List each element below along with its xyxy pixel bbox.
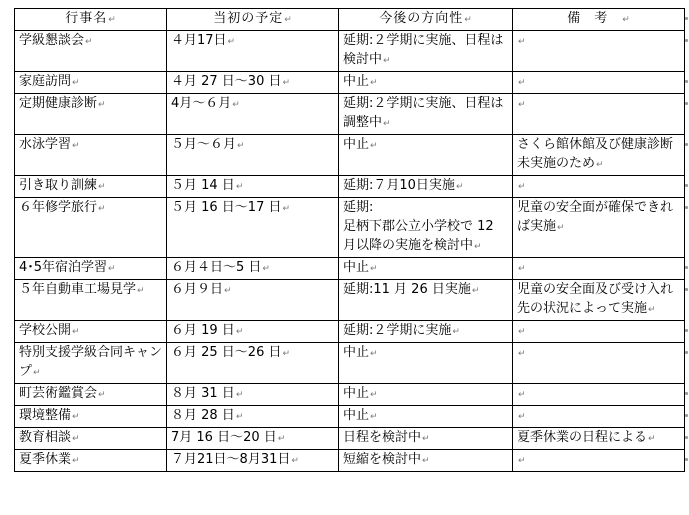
cell-text: 中止: [343, 137, 370, 152]
row-end-mark: [685, 143, 688, 146]
cell-text: 日程を検討中: [343, 430, 422, 445]
cell-text: 中止: [343, 386, 370, 401]
table-row: [15, 321, 685, 343]
table-row: [15, 258, 685, 280]
cell-text: 環境整備: [19, 408, 72, 423]
cell-original-plan: ７月21日～8月31日↵: [167, 450, 339, 472]
cell-text: ５年自動車工場見学: [19, 282, 137, 297]
header-future-direction: 今後の方向性↵: [339, 9, 513, 31]
cell-original-plan: ４月17日↵: [167, 31, 339, 72]
cell-remarks: さくら館休館及び健康診断未実施のため↵: [513, 135, 685, 176]
cell-text: ６年修学旅行: [19, 200, 98, 215]
cell-text: 4月～６月: [171, 96, 232, 111]
cell-original-plan: ６月９日↵: [167, 280, 339, 321]
cell-future-direction: 延期:７月10日実施↵: [339, 176, 513, 198]
cell-text: 教育相談: [19, 430, 72, 445]
event-schedule-table: [14, 8, 685, 472]
cell-event-name: 水泳学習↵: [15, 135, 167, 176]
table-body: [15, 31, 685, 472]
cell-text: 定期健康診断: [19, 96, 98, 111]
row-end-mark: [685, 351, 688, 354]
cell-remarks: 児童の安全面及び受け入れ先の状況によって実施↵: [513, 280, 685, 321]
cell-future-direction: 中止↵: [339, 258, 513, 280]
cell-text: 中止: [343, 408, 370, 423]
table-row: [15, 384, 685, 406]
cell-future-direction: 中止↵: [339, 72, 513, 94]
cell-original-plan: ５月 16 日～17 日↵: [167, 198, 339, 258]
row-end-mark: [685, 184, 688, 187]
cell-text: 延期:２学期に実施: [343, 323, 452, 338]
cell-text: ６月４日～5 日: [171, 260, 262, 275]
row-end-mark: [685, 206, 688, 209]
cell-remarks: ↵: [513, 72, 685, 94]
cell-future-direction: 延期: 足柄下郡公立小学校で 12 月以降の実施を検討中↵: [339, 198, 513, 258]
row-end-mark: [685, 329, 688, 332]
cell-original-plan: 7月 16 日～20 日↵: [167, 428, 339, 450]
cell-event-name: 町芸術鑑賞会↵: [15, 384, 167, 406]
cell-original-plan: ５月 14 日↵: [167, 176, 339, 198]
table-row: [15, 450, 685, 472]
cell-original-plan: ６月４日～5 日↵: [167, 258, 339, 280]
header-original-plan: 当初の予定↵: [167, 9, 339, 31]
cell-event-name: 学級懇談会↵: [15, 31, 167, 72]
cell-text: 特別支援学級合同キャンプ: [19, 345, 163, 379]
cell-future-direction: 中止↵: [339, 406, 513, 428]
table-row: [15, 135, 685, 176]
cell-text: さくら館休館及び健康診断未実施のため: [517, 137, 674, 171]
cell-text: ４月17日: [171, 33, 227, 48]
cell-original-plan: ６月 25 日～26 日↵: [167, 343, 339, 384]
cell-text: ５月 16 日～17 日: [171, 200, 282, 215]
table-row: [15, 94, 685, 135]
cell-event-name: 家庭訪問↵: [15, 72, 167, 94]
cell-future-direction: 中止↵: [339, 384, 513, 406]
cell-text: 延期:: [343, 200, 374, 215]
table-row: [15, 428, 685, 450]
row-end-mark: [685, 392, 688, 395]
row-end-mark: [685, 458, 688, 461]
cell-text: 学校公開: [19, 323, 72, 338]
row-end-marks: [685, 0, 689, 515]
cell-event-name: ５年自動車工場見学↵: [15, 280, 167, 321]
row-end-mark: [685, 80, 688, 83]
row-end-mark: [685, 288, 688, 291]
cell-text: ８月 28 日: [171, 408, 235, 423]
cell-text: ４月 27 日～30 日: [171, 74, 282, 89]
cell-future-direction: 中止↵: [339, 343, 513, 384]
header-label: 行事名: [65, 11, 108, 26]
cell-text: 夏季休業: [19, 452, 72, 467]
row-end-mark: [685, 266, 688, 269]
header-label: 備考: [567, 11, 622, 26]
cell-original-plan: ８月 28 日↵: [167, 406, 339, 428]
cell-event-name: ６年修学旅行↵: [15, 198, 167, 258]
cell-text: ６月９日: [171, 282, 224, 297]
cell-event-name: 環境整備↵: [15, 406, 167, 428]
header-event-name: 行事名↵: [15, 9, 167, 31]
cell-remarks: ↵: [513, 176, 685, 198]
cell-text: 延期:７月10日実施: [343, 178, 455, 193]
cell-remarks: ↵: [513, 321, 685, 343]
cell-text: 夏季休業の日程による: [517, 430, 648, 445]
cell-text: ５月～６月: [171, 137, 237, 152]
cell-original-plan: ５月～６月↵: [167, 135, 339, 176]
cell-text: 延期:２学期に実施、日程は検討中: [343, 33, 504, 67]
table-row: [15, 176, 685, 198]
cell-text: 児童の安全面及び受け入れ先の状況によって実施: [517, 282, 674, 316]
cell-remarks: 児童の安全面が確保できれば実施↵: [513, 198, 685, 258]
table-row: [15, 406, 685, 428]
header-label: 当初の予定: [213, 11, 284, 26]
cell-future-direction: 中止↵: [339, 135, 513, 176]
cell-text: ７月21日～8月31日: [171, 452, 291, 467]
row-end-mark: [685, 414, 688, 417]
cell-text: 中止: [343, 74, 370, 89]
cell-original-plan: ４月 27 日～30 日↵: [167, 72, 339, 94]
cell-original-plan: ６月 19 日↵: [167, 321, 339, 343]
table-row: [15, 280, 685, 321]
cell-event-name: 引き取り訓練↵: [15, 176, 167, 198]
cell-event-name: 夏季休業↵: [15, 450, 167, 472]
cell-future-direction: 延期:２学期に実施↵: [339, 321, 513, 343]
cell-future-direction: 延期:11 月 26 日実施↵: [339, 280, 513, 321]
cell-future-direction: 延期:２学期に実施、日程は検討中↵: [339, 31, 513, 72]
cell-future-direction: 延期:２学期に実施、日程は調整中↵: [339, 94, 513, 135]
cell-text: 児童の安全面が確保できれば実施: [517, 200, 674, 234]
table-row: [15, 343, 685, 384]
cell-text: ５月 14 日: [171, 178, 235, 193]
cell-remarks: ↵: [513, 258, 685, 280]
cell-text: ６月 25 日～26 日: [171, 345, 282, 360]
table-row: [15, 31, 685, 72]
row-end-mark: [685, 39, 688, 42]
cell-text: 引き取り訓練: [19, 178, 98, 193]
cell-text: ６月 19 日: [171, 323, 235, 338]
cell-text: 家庭訪問: [19, 74, 72, 89]
cell-text: 延期:11 月 26 日実施: [343, 282, 471, 297]
cell-remarks: ↵: [513, 406, 685, 428]
cell-text: 4･5年宿泊学習: [19, 260, 108, 275]
cell-future-direction: 短縮を検討中↵: [339, 450, 513, 472]
cell-remarks: ↵: [513, 450, 685, 472]
cell-event-name: 定期健康診断↵: [15, 94, 167, 135]
row-end-mark: [685, 17, 688, 20]
cell-original-plan: ８月 31 日↵: [167, 384, 339, 406]
cell-event-name: 教育相談↵: [15, 428, 167, 450]
cell-remarks: ↵: [513, 94, 685, 135]
row-end-mark: [685, 102, 688, 105]
cell-text: ８月 31 日: [171, 386, 235, 401]
cell-text: 足柄下郡公立小学校で 12 月以降の実施を検討中: [343, 219, 494, 253]
cell-remarks: ↵: [513, 343, 685, 384]
cell-text: 町芸術鑑賞会: [19, 386, 98, 401]
cell-text: 学級懇談会: [19, 33, 85, 48]
cell-future-direction: 日程を検討中↵: [339, 428, 513, 450]
cell-text: 中止: [343, 260, 370, 275]
row-end-mark: [685, 436, 688, 439]
cell-event-name: 特別支援学級合同キャンプ↵: [15, 343, 167, 384]
header-label: 今後の方向性: [379, 11, 464, 26]
cell-remarks: ↵: [513, 384, 685, 406]
cell-text: 短縮を検討中: [343, 452, 422, 467]
cell-event-name: 学校公開↵: [15, 321, 167, 343]
cell-remarks: ↵: [513, 31, 685, 72]
cell-remarks: 夏季休業の日程による↵: [513, 428, 685, 450]
table-row: [15, 198, 685, 258]
table-row: [15, 72, 685, 94]
cell-event-name: 4･5年宿泊学習↵: [15, 258, 167, 280]
cell-original-plan: 4月～６月↵: [167, 94, 339, 135]
cell-text: 水泳学習: [19, 137, 72, 152]
header-remarks: 備考↵: [513, 9, 685, 31]
cell-text: 7月 16 日～20 日: [171, 430, 277, 445]
table-header-row: [15, 9, 685, 31]
cell-text: 中止: [343, 345, 370, 360]
cell-text: 延期:２学期に実施、日程は調整中: [343, 96, 504, 130]
